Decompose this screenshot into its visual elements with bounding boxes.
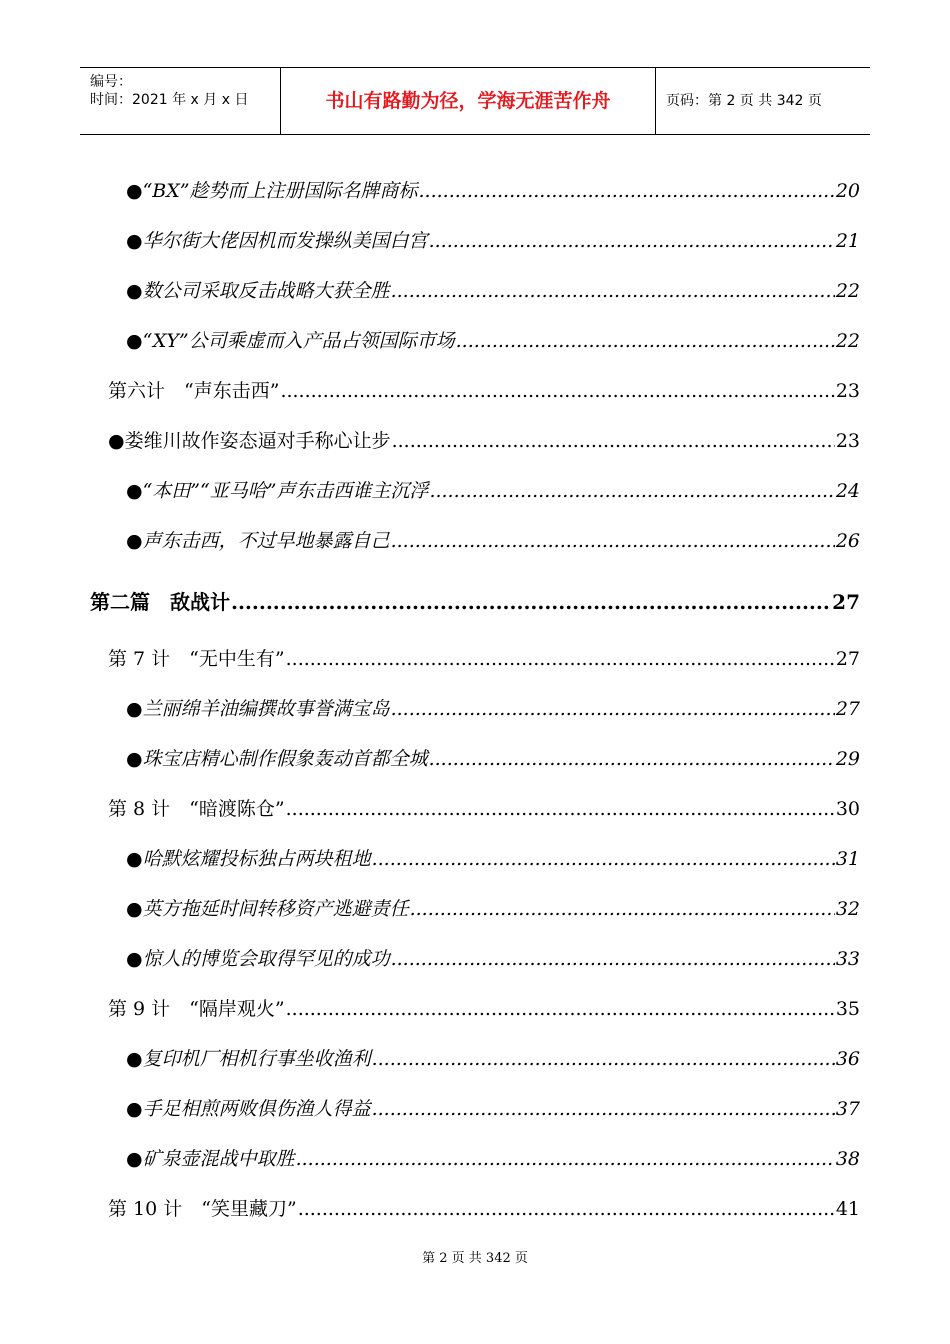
toc-entry-title: ●华尔街大佬因机而发操纵美国白宫 xyxy=(126,230,428,252)
toc-entry-title: ●“本田”“亚马哈”声东击西谁主沉浮 xyxy=(126,480,429,502)
toc-entry-page: 35 xyxy=(835,998,860,1020)
toc-entry-title: ●“XY”公司乘虚而入产品占领国际市场 xyxy=(126,330,455,352)
document-number-label: 编号： xyxy=(90,74,132,90)
toc-entry[interactable] xyxy=(108,376,860,403)
toc-entry-title: ●娄维川故作姿态逼对手称心让步 xyxy=(108,430,391,452)
toc-dot-leader xyxy=(392,430,835,452)
toc-dot-leader xyxy=(296,1148,835,1170)
toc-entry[interactable] xyxy=(126,1094,860,1121)
toc-entry-title: ●英方拖延时间转移资产逃避责任 xyxy=(126,898,409,920)
toc-entry-title: ●声东击西，不过早地暴露自己 xyxy=(126,530,390,552)
toc-dot-leader xyxy=(429,230,835,252)
toc-entry[interactable] xyxy=(108,1194,860,1221)
toc-entry-page: 23 xyxy=(835,430,860,452)
toc-dot-leader xyxy=(456,330,835,352)
toc-entry-title: 第 7 计 “无中生有” xyxy=(108,648,285,670)
toc-dot-leader xyxy=(419,180,835,202)
header-motto: 书山有路勤为径，学海无涯苦作舟 xyxy=(281,68,656,134)
toc-entry-page: 27 xyxy=(835,698,860,720)
header-meta xyxy=(80,68,281,134)
toc-entry-title: ●珠宝店精心制作假象轰动首都全城 xyxy=(126,748,428,770)
toc-dot-leader xyxy=(286,998,835,1020)
page-header xyxy=(80,67,870,135)
toc-entry[interactable] xyxy=(90,586,860,615)
toc-entry-title: ●手足相煎两败俱伤渔人得益 xyxy=(126,1098,371,1120)
toc-entry[interactable] xyxy=(126,1144,860,1171)
toc-entry-page: 26 xyxy=(835,530,860,552)
toc-dot-leader xyxy=(231,590,831,614)
toc-entry-title: ●惊人的博览会取得罕见的成功 xyxy=(126,948,390,970)
toc-entry[interactable] xyxy=(126,326,860,353)
toc-entry-page: 20 xyxy=(835,180,860,202)
toc-entry-page: 36 xyxy=(835,1048,860,1070)
toc-dot-leader xyxy=(298,1198,835,1220)
toc-entry[interactable] xyxy=(126,744,860,771)
toc-dot-leader xyxy=(410,898,835,920)
toc-dot-leader xyxy=(286,648,835,670)
toc-entry[interactable] xyxy=(108,794,860,821)
toc-entry-title: ●数公司采取反击战略大获全胜 xyxy=(126,280,390,302)
toc-dot-leader xyxy=(429,748,835,770)
toc-dot-leader xyxy=(286,798,835,820)
toc-entry-page: 30 xyxy=(835,798,860,820)
toc-entry-page: 22 xyxy=(835,330,860,352)
toc-entry-page: 31 xyxy=(835,848,860,870)
toc-dot-leader xyxy=(372,1048,835,1070)
toc-entry-title: 第 9 计 “隔岸观火” xyxy=(108,998,285,1020)
toc-entry-title: ●哈默炫耀投标独占两块租地 xyxy=(126,848,371,870)
toc-entry[interactable] xyxy=(126,276,860,303)
toc-entry-page: 32 xyxy=(835,898,860,920)
toc-dot-leader xyxy=(391,698,835,720)
toc-dot-leader xyxy=(280,380,834,402)
toc-entry[interactable] xyxy=(126,844,860,871)
toc-entry-page: 27 xyxy=(832,590,860,614)
toc-dot-leader xyxy=(372,1098,835,1120)
toc-dot-leader xyxy=(391,530,835,552)
toc-entry-title: ●兰丽绵羊油编撰故事誉满宝岛 xyxy=(126,698,390,720)
toc-entry-page: 27 xyxy=(835,648,860,670)
toc-entry[interactable] xyxy=(108,426,860,453)
toc-entry-page: 24 xyxy=(835,480,860,502)
toc-entry[interactable] xyxy=(108,644,860,671)
toc-entry-title: ●复印机厂相机行事坐收渔利 xyxy=(126,1048,371,1070)
page-footer: 第 2 页 共 342 页 xyxy=(422,1251,528,1266)
toc-entry[interactable] xyxy=(126,526,860,553)
toc-entry-title: 第 8 计 “暗渡陈仓” xyxy=(108,798,285,820)
toc-entry-title: ●“BX”趁势而上注册国际名牌商标 xyxy=(126,180,418,202)
toc-entry-title: ●矿泉壶混战中取胜 xyxy=(126,1148,295,1170)
toc-dot-leader xyxy=(391,280,835,302)
toc-entry-page: 37 xyxy=(835,1098,860,1120)
toc-entry-page: 23 xyxy=(835,380,860,402)
toc-entry-title: 第二篇 敌战计 xyxy=(90,590,230,614)
toc-entry[interactable] xyxy=(126,226,860,253)
toc-dot-leader xyxy=(391,948,835,970)
toc-entry-title: 第 10 计 “笑里藏刀” xyxy=(108,1198,297,1220)
header-page-label: 页码：第 2 页 共 342 页 xyxy=(666,93,822,109)
document-time-label: 时间：2021 年 x 月 x 日 xyxy=(90,92,249,108)
toc-entry-page: 41 xyxy=(835,1198,860,1220)
toc-entry[interactable] xyxy=(126,894,860,921)
toc-entry-page: 38 xyxy=(835,1148,860,1170)
toc-dot-leader xyxy=(372,848,835,870)
toc-dot-leader xyxy=(429,480,834,502)
toc-entry-page: 29 xyxy=(835,748,860,770)
toc-entry[interactable] xyxy=(126,176,860,203)
toc-entry[interactable] xyxy=(126,694,860,721)
toc-entry-title: 第六计 “声东击西” xyxy=(108,380,280,402)
toc-entry[interactable] xyxy=(126,944,860,971)
toc-entry-page: 21 xyxy=(835,230,860,252)
toc-entry[interactable] xyxy=(108,994,860,1021)
toc-entry-page: 22 xyxy=(835,280,860,302)
toc-entry-page: 33 xyxy=(835,948,860,970)
toc-entry[interactable] xyxy=(126,1044,860,1071)
toc-entry[interactable] xyxy=(126,476,860,503)
